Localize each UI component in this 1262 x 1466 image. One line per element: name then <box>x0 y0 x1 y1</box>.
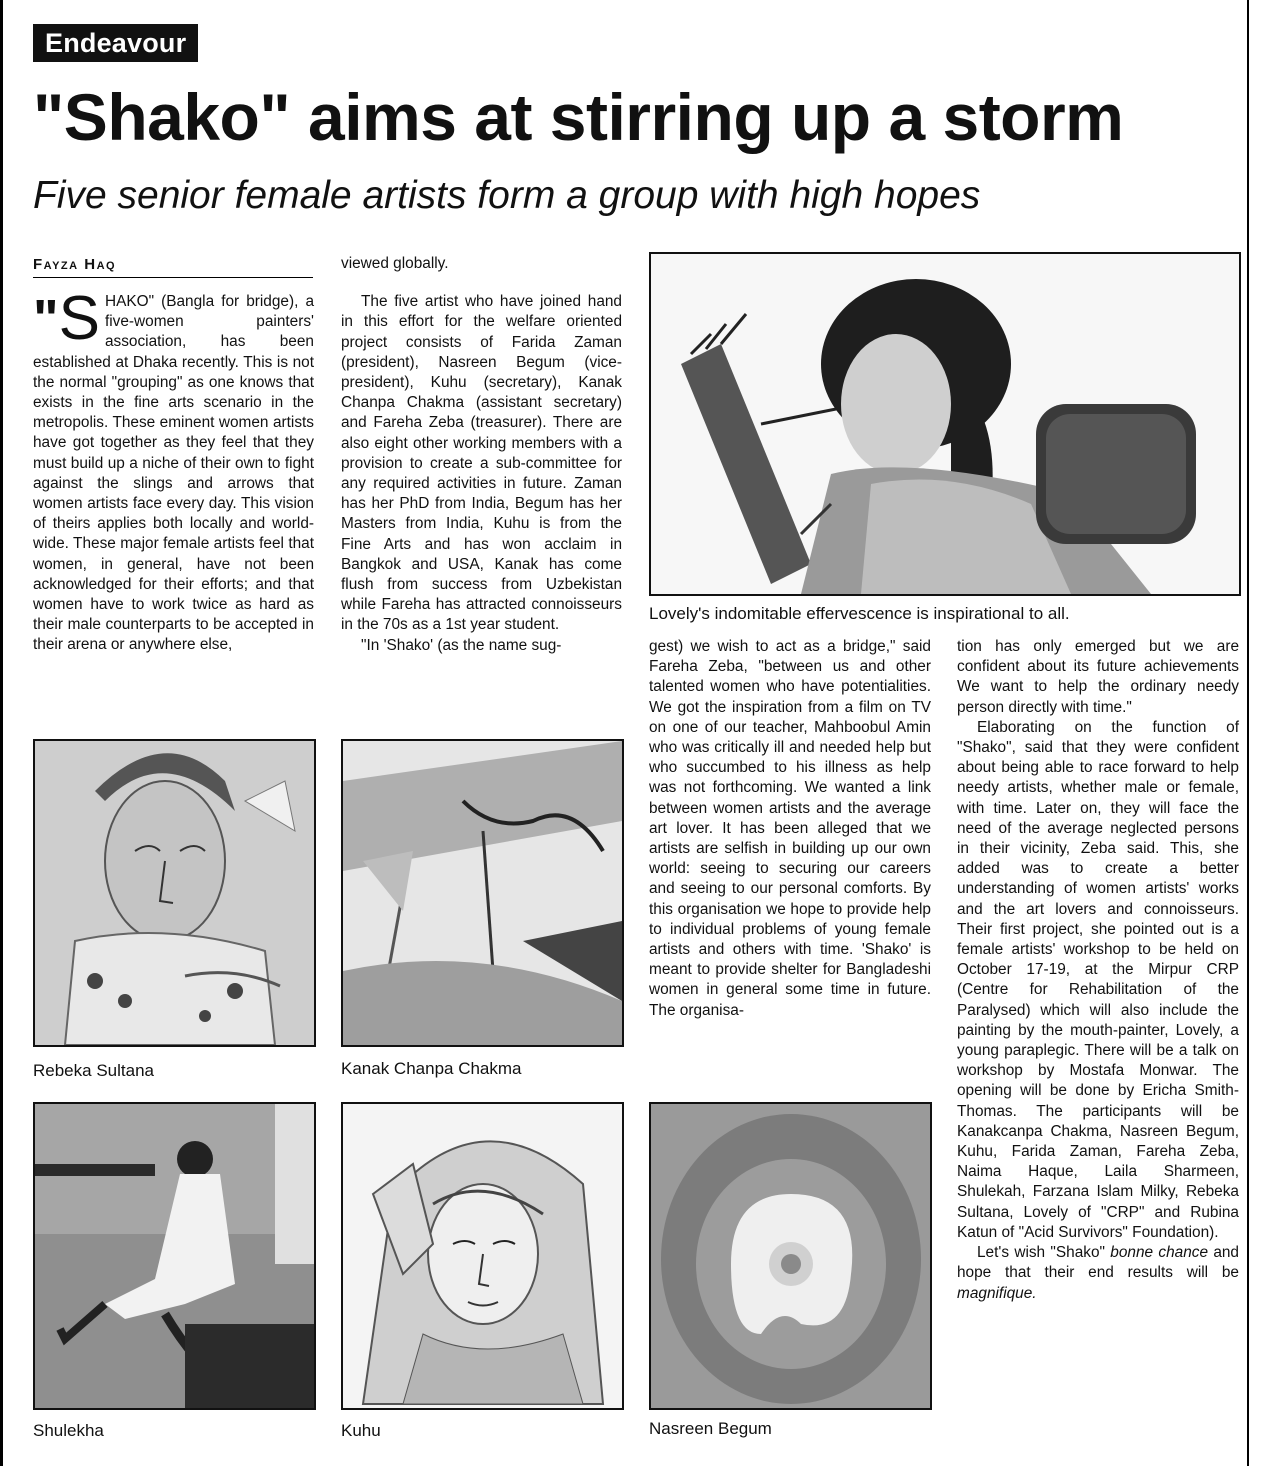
article-column-3 <box>649 637 931 1021</box>
article-paragraph: The five artist who have joined hand in this effort for the welfare oriented project consists of Farida Zaman (president), Nasreen Begum (vice-president), Kuhu (secretary), Kanak Chanpa Chakma (assistant secretary) and Fareha Zeba (treasurer). There are also eight other working members with a provision to create a sub-committee for any required activities in future. Zaman has her PhD from India, Begum has her Masters from India, Kuhu is from the Fine Arts and has won acclaim in Bangkok and USA, Kanak has come flush from success from Uzbekistan while Fareha has attracted connoisseurs in the 70s as a 1st year student. <box>341 293 622 634</box>
article-column-2 <box>341 254 622 656</box>
main-photo-caption: Lovely's indomitable effervescence is inspirational to all. <box>649 604 1070 623</box>
main-photo-mouth-painter <box>649 252 1241 596</box>
caption-rebeka-sultana: Rebeka Sultana <box>33 1061 154 1080</box>
article-paragraph: viewed globally. <box>341 255 449 272</box>
caption-shulekha: Shulekha <box>33 1421 104 1440</box>
byline-text: Fayza Haq <box>33 256 117 273</box>
closing-text: and hope that their end results will be <box>957 1244 1239 1282</box>
drop-cap-quote: " <box>33 289 59 349</box>
caption-kanak-chanpa-chakma: Kanak Chanpa Chakma <box>341 1059 522 1078</box>
headline: "Shako" aims at stirring up a storm <box>33 80 1124 154</box>
closing-text: Let's wish "Shako" <box>977 1244 1111 1262</box>
right-page-rule <box>1247 0 1249 1466</box>
sketch-portrait-illustration <box>343 1104 622 1408</box>
mouth-painter-illustration <box>651 254 1239 594</box>
article-paragraph: gest) we wish to act as a bridge," said Fareha Zeba, "between us and other talented women who have potentialities. We got the inspiration from a film on TV on one of our teacher, Mahboobul Amin who was critically ill and needed help but who succumbed to his illness as help was not forthcoming. We wanted a link between women artists and the average art lover. It has been alleged that we artists are selfish in building up our own world: seeing to securing our careers and seeing to our personal comforts. By this organisation we hope to provide help to individual problems of young female artists and others with time. 'Shako' is meant to provide shelter for Bangladeshi women in general some time in future. The organisa- <box>649 638 931 1019</box>
byline <box>33 256 313 278</box>
figure-painting-illustration <box>35 1104 314 1408</box>
painting-nasreen-begum <box>649 1102 932 1410</box>
article-text-col1: HAKO" (Bangla for bridge), a five-women painters' association, has been established at Dhaka recently. This is not the normal "grouping" as one knows that exists in the fine arts scenario in the metropolis. These eminent women artists have got together as they feel that they must build up a niche of their own to fight against the slings and arrows that women artists face every day. This vision of theirs applies both locally and world-wide. These major female artists feel that women, in general, have not been acknowledged for their efforts; and that women have to work twice as hard as their male counterparts to be accepted in their arena or anywhere else, <box>33 293 314 654</box>
article-column-1 <box>33 284 314 656</box>
painting-rebeka-sultana <box>33 739 316 1047</box>
article-closing-paragraph <box>957 1243 1239 1304</box>
painting-kuhu <box>341 1102 624 1410</box>
portrait-painting-illustration <box>35 741 314 1045</box>
caption-nasreen-begum: Nasreen Begum <box>649 1419 772 1438</box>
article-lead-paragraph <box>33 284 314 656</box>
closing-italic: magnifique. <box>957 1284 1037 1302</box>
landscape-painting-illustration <box>343 741 622 1045</box>
abstract-painting-illustration <box>651 1104 930 1408</box>
subheadline: Five senior female artists form a group with high hopes <box>33 174 981 217</box>
left-page-rule <box>0 0 3 1466</box>
painting-shulekha <box>33 1102 316 1410</box>
article-column-4 <box>957 637 1239 1304</box>
closing-italic: bonne chance <box>1110 1244 1209 1262</box>
drop-cap-letter: S <box>58 284 100 353</box>
article-paragraph: Elaborating on the function of "Shako", said that they were confident about being able to race forward to help needy artists, whether male or female, with time. Later on, they will face the need of the average neglected persons in their vicinity, Zeba said. This, she added was to create a better understanding of women artists' works and the art lovers and connoisseurs. Their first project, she pointed out is a female artists' workshop to be held on October 17-19, at the Mirpur CRP (Centre for Rehabilitation of the Paralysed) which will also include the painting by the mouth-painter, Lovely, a young paraplegic. There will be a talk on workshop by Mostafa Monwar. The opening will be done by Ericha Smith-Thomas. The participants will be Kanakcanpa Chakma, Nasreen Begum, Kuhu, Farida Zaman, Fareha Zeba, Naima Haque, Laila Sharmeen, Shulekah, Farzana Islam Milky, Rebeka Sultana, Lovely of "CRP" and Rubina Katun of "Acid Survivors" Foundation). <box>957 718 1239 1241</box>
caption-kuhu: Kuhu <box>341 1421 381 1440</box>
article-paragraph: "In 'Shako' (as the name sug- <box>361 636 562 654</box>
drop-cap <box>33 284 100 353</box>
painting-kanak-chanpa-chakma <box>341 739 624 1047</box>
section-label: Endeavour <box>33 24 198 62</box>
article-paragraph: tion has only emerged but we are confident about its future achievements We want to help the ordinary needy person directly with time." <box>957 638 1239 716</box>
